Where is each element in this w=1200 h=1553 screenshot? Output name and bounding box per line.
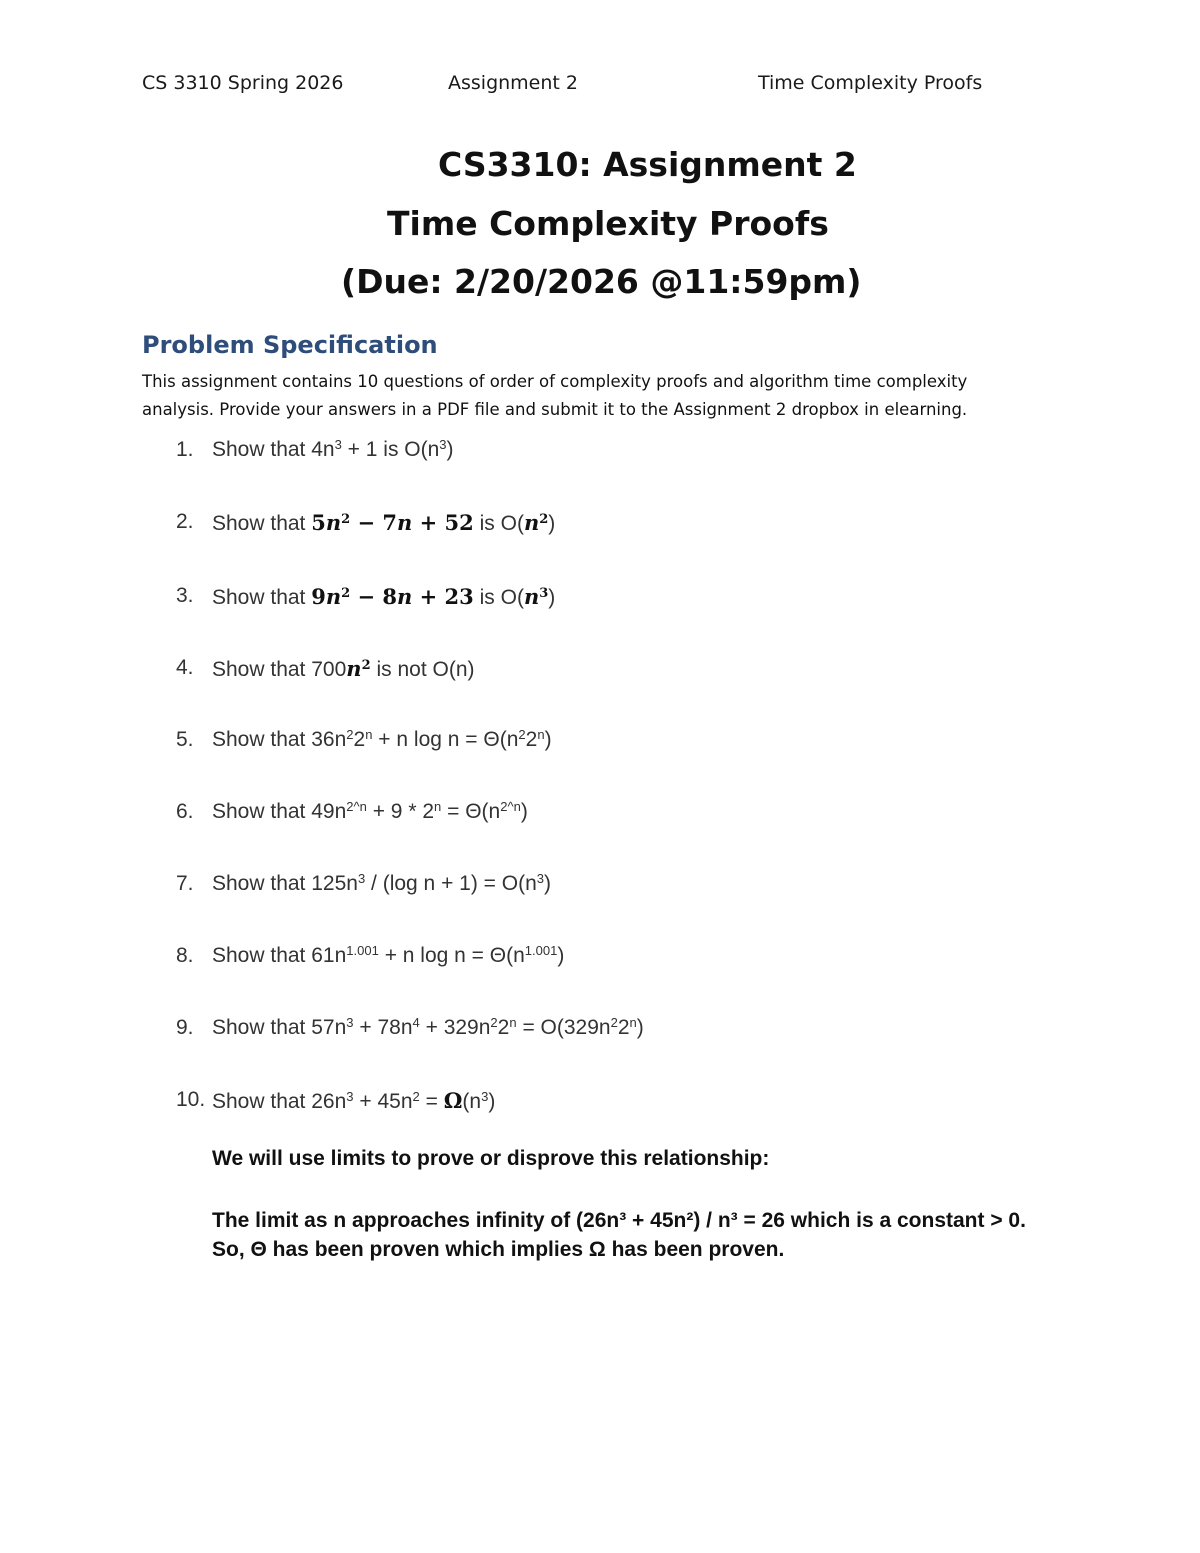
header-course: CS 3310 Spring 2026 — [142, 72, 344, 94]
problem-text: Show that $57n^3 + 78n^4 + 329n^22^n = O(329n^22^n)$ — [212, 1014, 644, 1039]
problem-number: 9. — [176, 1016, 194, 1039]
problem-number: 5. — [176, 728, 194, 751]
problem-text: Show that $5n^2 - 7n + 52$ is $O(n^2)$ — [212, 510, 556, 535]
answer-body: The limit as n approaches infinity of (26n³ + 45n²) / n³ = 26 which is a constant > 0. So, Θ has been proven which implies Ω has been proven. — [212, 1209, 1026, 1261]
title-line-1: CS3310: Assignment 2 — [438, 145, 857, 184]
problem-item-4 — [0, 656, 1200, 688]
problem-text: Show that $9n^2 - 8n + 23$ is $O(n^3)$ — [212, 584, 556, 609]
page-header — [142, 72, 1042, 100]
section-heading: Problem Specification — [142, 331, 438, 359]
problem-item-7 — [0, 872, 1200, 904]
problem-number: 7. — [176, 872, 194, 895]
problem-number: 6. — [176, 800, 194, 823]
problem-number: 2. — [176, 510, 194, 533]
title-line-3: (Due: 2/20/2026 @11:59pm) — [341, 262, 862, 301]
problem-text: Show that $36n^22^n + n$ $\log n = \Theta(n^22^n)$ — [212, 726, 552, 751]
problem-text: Show that $61n^{1.001} + n$ $\log n = \Theta(n^{1.001})$ — [212, 942, 565, 967]
problem-item-2 — [0, 510, 1200, 542]
problem-item-3 — [0, 584, 1200, 616]
problem-item-9 — [0, 1016, 1200, 1048]
problem-text: Show that $49n^{2\^{}n} + 9 * 2^n = \Theta(n^{2\^{}n})$ — [212, 798, 528, 823]
title-line-2: Time Complexity Proofs — [387, 204, 829, 243]
problem-item-6 — [0, 800, 1200, 832]
problem-text: Show that $26n^3 + 45n^2 = \Omega(n^3)$ — [212, 1088, 496, 1113]
problem-item-8 — [0, 944, 1200, 976]
problem-text: Show that $700n^2$ is not O(n) — [212, 656, 475, 681]
problem-item-1 — [0, 438, 1200, 470]
header-assignment: Assignment 2 — [448, 72, 578, 94]
problem-number: 3. — [176, 584, 194, 607]
section-intro: This assignment contains 10 questions of order of complexity proofs and algorithm time complexity analysis. Provide your answers in a PDF file and submit it to the Assignment 2 dropbox in elearning. — [142, 372, 968, 419]
problem-number: 4. — [176, 656, 194, 679]
problem-number: 10. — [176, 1088, 206, 1111]
header-topic: Time Complexity Proofs — [758, 72, 983, 94]
problem-text: Show that $125n^3 / (\log$ $n + 1) = O(n^3)$ — [212, 870, 552, 895]
problem-number: 8. — [176, 944, 194, 967]
answer-intro: We will use limits to prove or disprove this relationship: — [212, 1147, 770, 1170]
problem-item-10 — [0, 1088, 1200, 1120]
problem-item-5 — [0, 728, 1200, 760]
problem-text: Show that $4n^3 + 1$ is $O(n^3)$ — [212, 436, 454, 461]
problem-number: 1. — [176, 438, 194, 461]
